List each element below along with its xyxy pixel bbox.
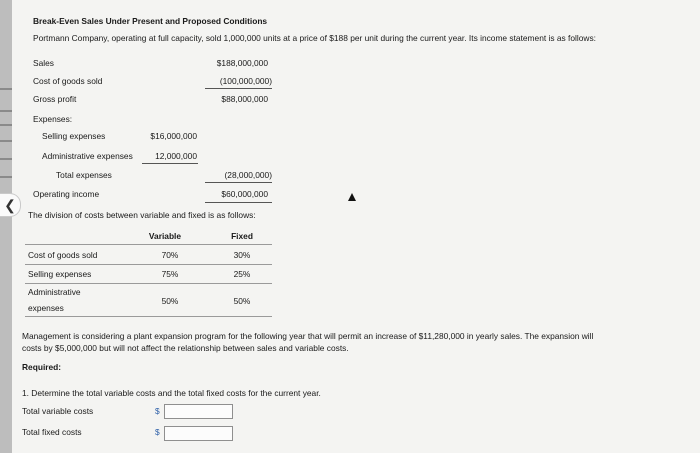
cogs-underline — [205, 88, 272, 89]
cogs-label: Cost of goods sold — [33, 76, 103, 86]
table-row-cogs-label: Cost of goods sold — [28, 250, 98, 260]
division-text: The division of costs between variable and fixed is as follows: — [28, 210, 256, 220]
admin-expenses-value: 12,000,000 — [155, 151, 197, 161]
sales-value: $188,000,000 — [216, 58, 268, 68]
mouse-cursor — [348, 193, 356, 201]
table-row-cogs-fixed: 30% — [233, 250, 251, 260]
sales-label: Sales — [33, 58, 54, 68]
expenses-label: Expenses: — [33, 114, 73, 124]
selling-expenses-value: $16,000,000 — [150, 131, 197, 141]
answer-label-variable: Total variable costs — [22, 406, 94, 416]
table-row-selling-label: Selling expenses — [28, 269, 92, 279]
back-button[interactable] — [0, 193, 21, 217]
chevron-left-icon: ❮ — [4, 196, 16, 213]
table-header-variable: Variable — [148, 231, 182, 241]
table-row-selling-fixed: 25% — [233, 269, 251, 279]
total-fixed-costs-input[interactable] — [164, 426, 233, 441]
table-row-admin-label-2: expenses — [28, 303, 64, 313]
table-row-admin-fixed: 50% — [233, 296, 251, 306]
question-1: 1. Determine the total variable costs and the total fixed costs for the current year. — [22, 388, 321, 398]
gross-profit-value: $88,000,000 — [221, 94, 268, 104]
left-scrollbar[interactable] — [0, 0, 12, 453]
management-text-line-1: Management is considering a plant expansion program for the following year that will permit an increase of $11,280,000 in yearly sales. The expansion will — [22, 331, 594, 341]
currency-symbol: $ — [155, 406, 160, 416]
table-row-divider — [25, 283, 272, 284]
table-row-cogs-variable: 70% — [161, 250, 179, 260]
intro-text: Portmann Company, operating at full capacity, sold 1,000,000 units at a price of $188 per unit during the current year. Its income statement is as follows: — [33, 33, 596, 43]
problem-title: Break-Even Sales Under Present and Proposed Conditions — [33, 16, 268, 26]
operating-income-value: $60,000,000 — [221, 189, 268, 199]
admin-underline — [142, 163, 198, 164]
cogs-value: (100,000,000) — [219, 76, 272, 86]
operating-income-label: Operating income — [33, 189, 100, 199]
table-header-divider — [25, 244, 272, 245]
selling-expenses-label: Selling expenses — [42, 131, 106, 141]
currency-symbol: $ — [155, 427, 160, 437]
total-expenses-label: Total expenses — [56, 170, 112, 180]
table-row-admin-label-1: Administrative — [28, 287, 81, 297]
admin-expenses-label: Administrative expenses — [42, 151, 133, 161]
table-row-divider — [25, 316, 272, 317]
gross-profit-label: Gross profit — [33, 94, 77, 104]
total-underline — [205, 182, 272, 183]
operating-double-underline — [205, 202, 272, 203]
table-row-selling-variable: 75% — [161, 269, 179, 279]
answer-label-fixed: Total fixed costs — [22, 427, 82, 437]
required-label: Required: — [22, 362, 62, 372]
table-row-admin-variable: 50% — [161, 296, 179, 306]
total-variable-costs-input[interactable] — [164, 404, 233, 419]
management-text-line-2: costs by $5,000,000 but will not affect the relationship between sales and variable costs. — [22, 343, 349, 353]
table-row-divider — [25, 264, 272, 265]
total-expenses-value: (28,000,000) — [224, 170, 272, 180]
table-header-fixed: Fixed — [231, 231, 253, 241]
